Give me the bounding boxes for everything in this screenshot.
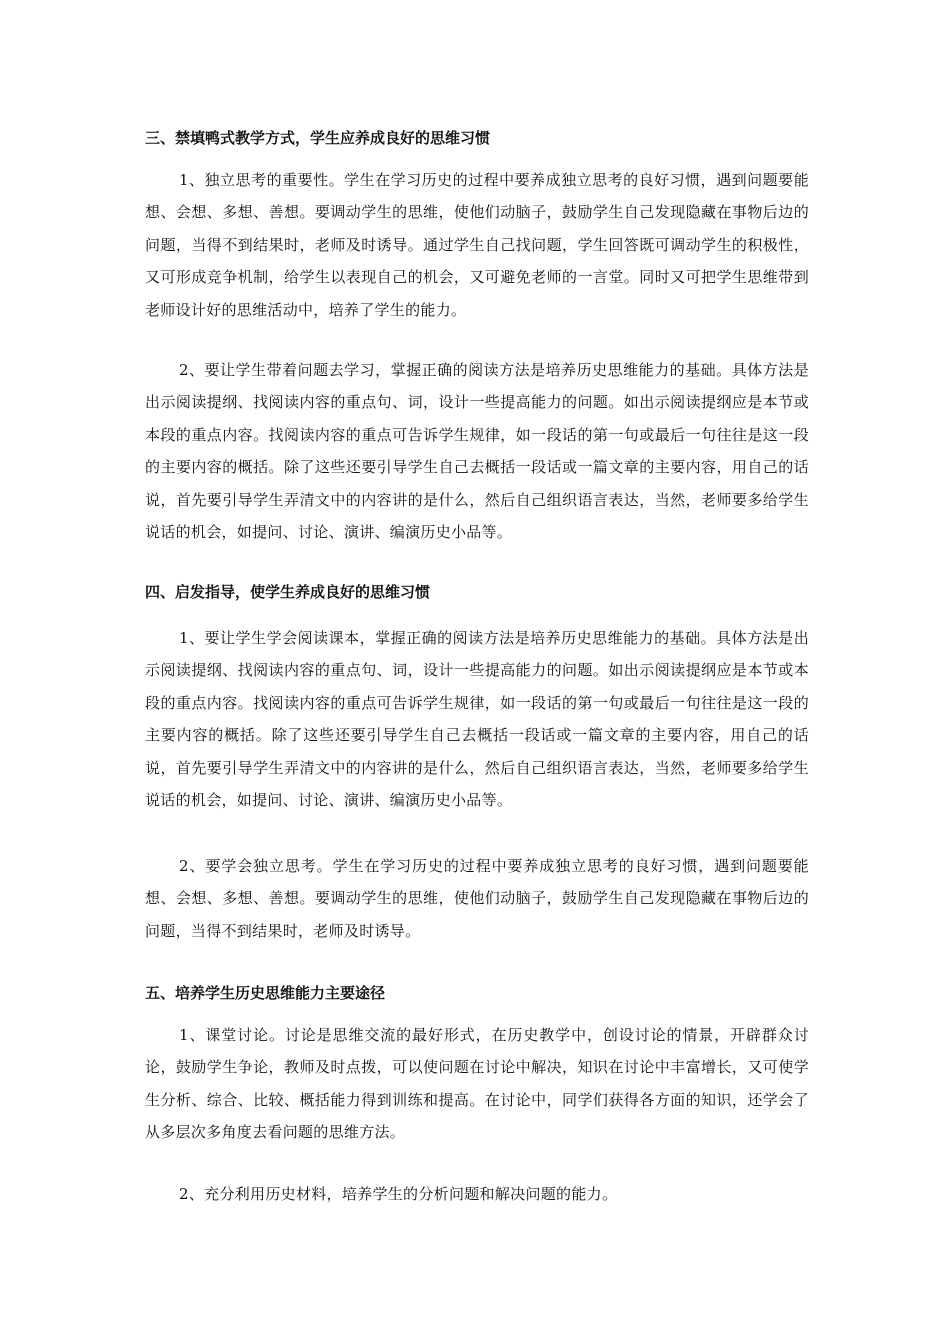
paragraph-4-2: 2、要学会独立思考。学生在学习历史的过程中要养成独立思考的良好习惯，遇到问题要能想、会想、多想、善想。要调动学生的思维，使他们动脑子，鼓励学生自己发现隐藏在事物后边的问题，当得不到结果时，老师及时诱导。 [145,857,809,940]
paragraph-3-2: 2、要让学生带着问题去学习，掌握正确的阅读方法是培养历史思维能力的基础。具体方法是出示阅读提纲、找阅读内容的重点句、词，设计一些提高能力的问题。如出示阅读提纲应是本节或本段的重点内容。找阅读内容的重点可告诉学生规律，如一段话的第一句或最后一句往往是这一段的主要内容的概括。除了这些还要引导学生自己去概括一段话或一篇文章的主要内容，用自己的话说，首先要引导学生弄清文中的内容讲的是什么，然后自己组织语言表达，当然，老师要多给学生说话的机会，如提问、讨论、演讲、编演历史小品等。 [145,361,809,542]
section-heading-5: 五、培养学生历史思维能力主要途径 [145,984,386,1002]
paragraph-3-1: 1、独立思考的重要性。学生在学习历史的过程中要养成独立思考的良好习惯，遇到问题要能想、会想、多想、善想。要调动学生的思维，使他们动脑子，鼓励学生自己发现隐藏在事物后边的问题，当得不到结果时，老师及时诱导。通过学生自己找问题，学生回答既可调动学生的积极性，又可形成竞争机制，给学生以表现自己的机会，又可避免老师的一言堂。同时又可把学生思维带到老师设计好的思维活动中，培养了学生的能力。 [145,171,809,319]
paragraph-5-1: 1、课堂讨论。讨论是思维交流的最好形式，在历史教学中，创设讨论的情景，开辟群众讨论，鼓励学生争论，教师及时点拨，可以使问题在讨论中解决，知识在讨论中丰富增长，又可使学生分析、综合、比较、概括能力得到训练和提高。在讨论中，同学们获得各方面的知识，还学会了从多层次多角度去看问题的思维方法。 [145,1026,809,1142]
paragraph-5-2: 2、充分利用历史材料，培养学生的分析问题和解决问题的能力。 [179,1185,618,1203]
section-heading-4: 四、启发指导，使学生养成良好的思维习惯 [145,583,431,601]
section-heading-3: 三、禁填鸭式教学方式，学生应养成良好的思维习惯 [145,129,491,147]
paragraph-4-1: 1、要让学生学会阅读课本，掌握正确的阅读方法是培养历史思维能力的基础。具体方法是出示阅读提纲、找阅读内容的重点句、词，设计一些提高能力的问题。如出示阅读提纲应是本节或本段的重点内容。找阅读内容的重点可告诉学生规律，如一段话的第一句或最后一句往往是这一段的主要内容的概括。除了这些还要引导学生自己去概括一段话或一篇文章的主要内容，用自己的话说，首先要引导学生弄清文中的内容讲的是什么，然后自己组织语言表达，当然，老师要多给学生说话的机会，如提问、讨论、演讲、编演历史小品等。 [145,629,809,810]
